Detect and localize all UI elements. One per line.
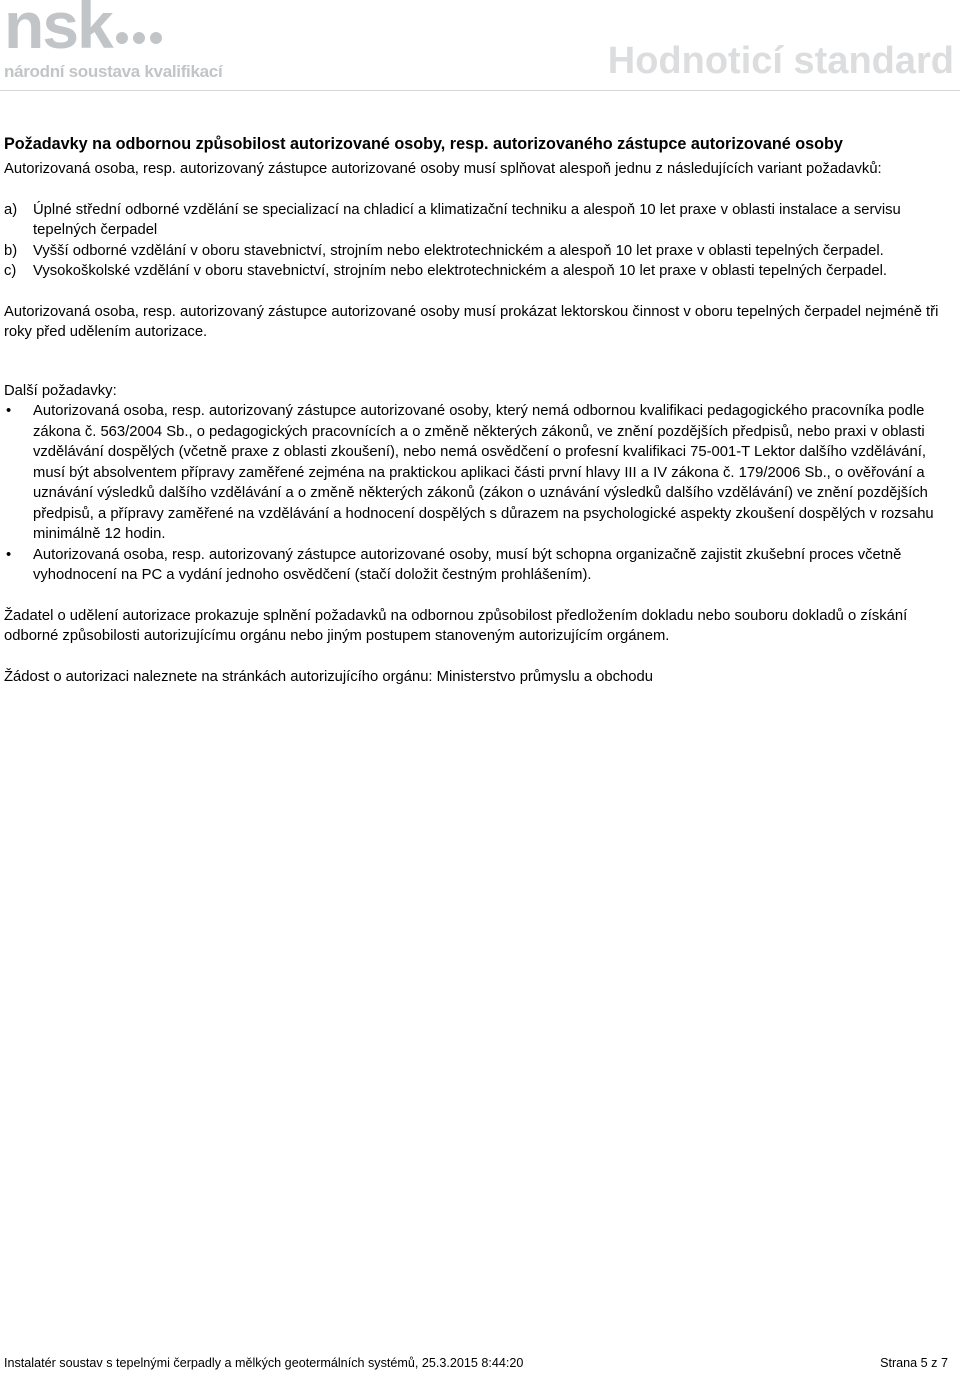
option-item: [4, 241, 958, 262]
other-requirements-list: [4, 401, 958, 586]
options-list: [4, 200, 958, 282]
logo-subtitle: národní soustava kvalifikací: [4, 62, 223, 81]
nsk-logo: [4, 0, 223, 88]
option-label: a): [4, 201, 18, 218]
bullet-icon: •: [6, 546, 12, 563]
proof-paragraph: Žadatel o udělení autorizace prokazuje splnění požadavků na odbornou způsobilost předložením dokladu nebo souboru dokladů o získání odborné způsobilosti autorizujícímu orgánu nebo jiným postupem stanoveným autorizujícím orgánem.: [4, 607, 908, 644]
option-label: b): [4, 242, 18, 259]
footer-page-number: Strana 5 z 7: [880, 1356, 948, 1370]
lecturer-requirement: Autorizovaná osoba, resp. autorizovaný zástupce autorizované osoby musí prokázat lektorskou činnost v oboru tepelných čerpadel nejméně tři roky před udělením autorizace.: [4, 303, 939, 340]
footer-timestamp: 25.3.2015 8:44:20: [421, 1356, 524, 1370]
option-label: c): [4, 263, 17, 279]
footer-document-info: [4, 1355, 523, 1371]
header-divider: [0, 90, 960, 91]
other-requirements-label: Další požadavky:: [4, 382, 117, 399]
page-header: [0, 0, 960, 92]
list-item-text: Autorizovaná osoba, resp. autorizovaný zástupce autorizované osoby, který nemá odbornou kvalifikaci pedagogického pracovníka podle zákona č. 563/2004 Sb., o pedagogických pracovnících a o změně některých zákonů, ve znění pozdějších předpisů, nebo praxi v oblasti vzdělávání dospělých (včetně praxe z oblasti zkoušení), nebo nemá osvědčení o profesní kvalifikaci 75-001-T Lektor dalšího vzdělávání, musí být absolventem přípravy zaměřené zejména na praktickou aplikaci části první hlavy III a IV zákona č. 179/2006 Sb., o ověřování a uznávání výsledků dalšího vzdělávání a o změně některých zákonů (zákon o uznávání výsledků dalšího vzdělávání) ve znění pozdějších předpisů, a přípravy zaměřené na vzdělávání a hodnocení dospělých s důrazem na psychologické aspekty zkoušení dospělých v rozsahu minimálně 12 hodin.: [33, 403, 934, 542]
list-item-text: Autorizovaná osoba, resp. autorizovaný zástupce autorizované osoby, musí být schopna organizačně zajistit zkušební proces včetně vyhodnocení na PC a vydání jednoho osvědčení (stačí doložit čestným prohlášením).: [33, 546, 902, 583]
option-text: Úplné střední odborné vzdělání se specializací na chladicí a klimatizační techniku a alespoň 10 let praxe v oblasti instalace a servisu tepelných čerpadel: [33, 201, 901, 238]
page-content: [4, 133, 958, 687]
option-text: Vyšší odborné vzdělání v oboru stavebnictví, strojním nebo elektrotechnickém a alespoň 10 let praxe v oblasti tepelných čerpadel.: [33, 242, 884, 259]
option-item: [4, 200, 958, 241]
bullet-icon: •: [6, 403, 12, 419]
footer-document-name: Instalatér soustav s tepelnými čerpadly a mělkých geotermálních systémů,: [4, 1356, 419, 1370]
list-item: [4, 401, 958, 545]
application-paragraph: Žádost o autorizaci naleznete na stránkách autorizujícího orgánu: Ministerstvo průmyslu a obchodu: [4, 668, 653, 685]
option-text: Vysokoškolské vzdělání v oboru stavebnictví, strojním nebo elektrotechnickém a alespoň 10 let praxe v oblasti tepelných čerpadel.: [33, 263, 888, 279]
intro-paragraph: Autorizovaná osoba, resp. autorizovaný zástupce autorizované osoby musí splňovat alespoň jednu z následujících variant požadavků:: [4, 161, 882, 177]
list-item: [4, 545, 958, 586]
section-title: Požadavky na odbornou způsobilost autorizované osoby, resp. autorizovaného zástupce autorizované osoby: [4, 135, 843, 153]
logo-word: nsk: [4, 0, 112, 62]
logo-dots-icon: [116, 32, 166, 46]
option-item: [4, 261, 958, 282]
document-title: Hodnoticí standard: [607, 40, 954, 82]
